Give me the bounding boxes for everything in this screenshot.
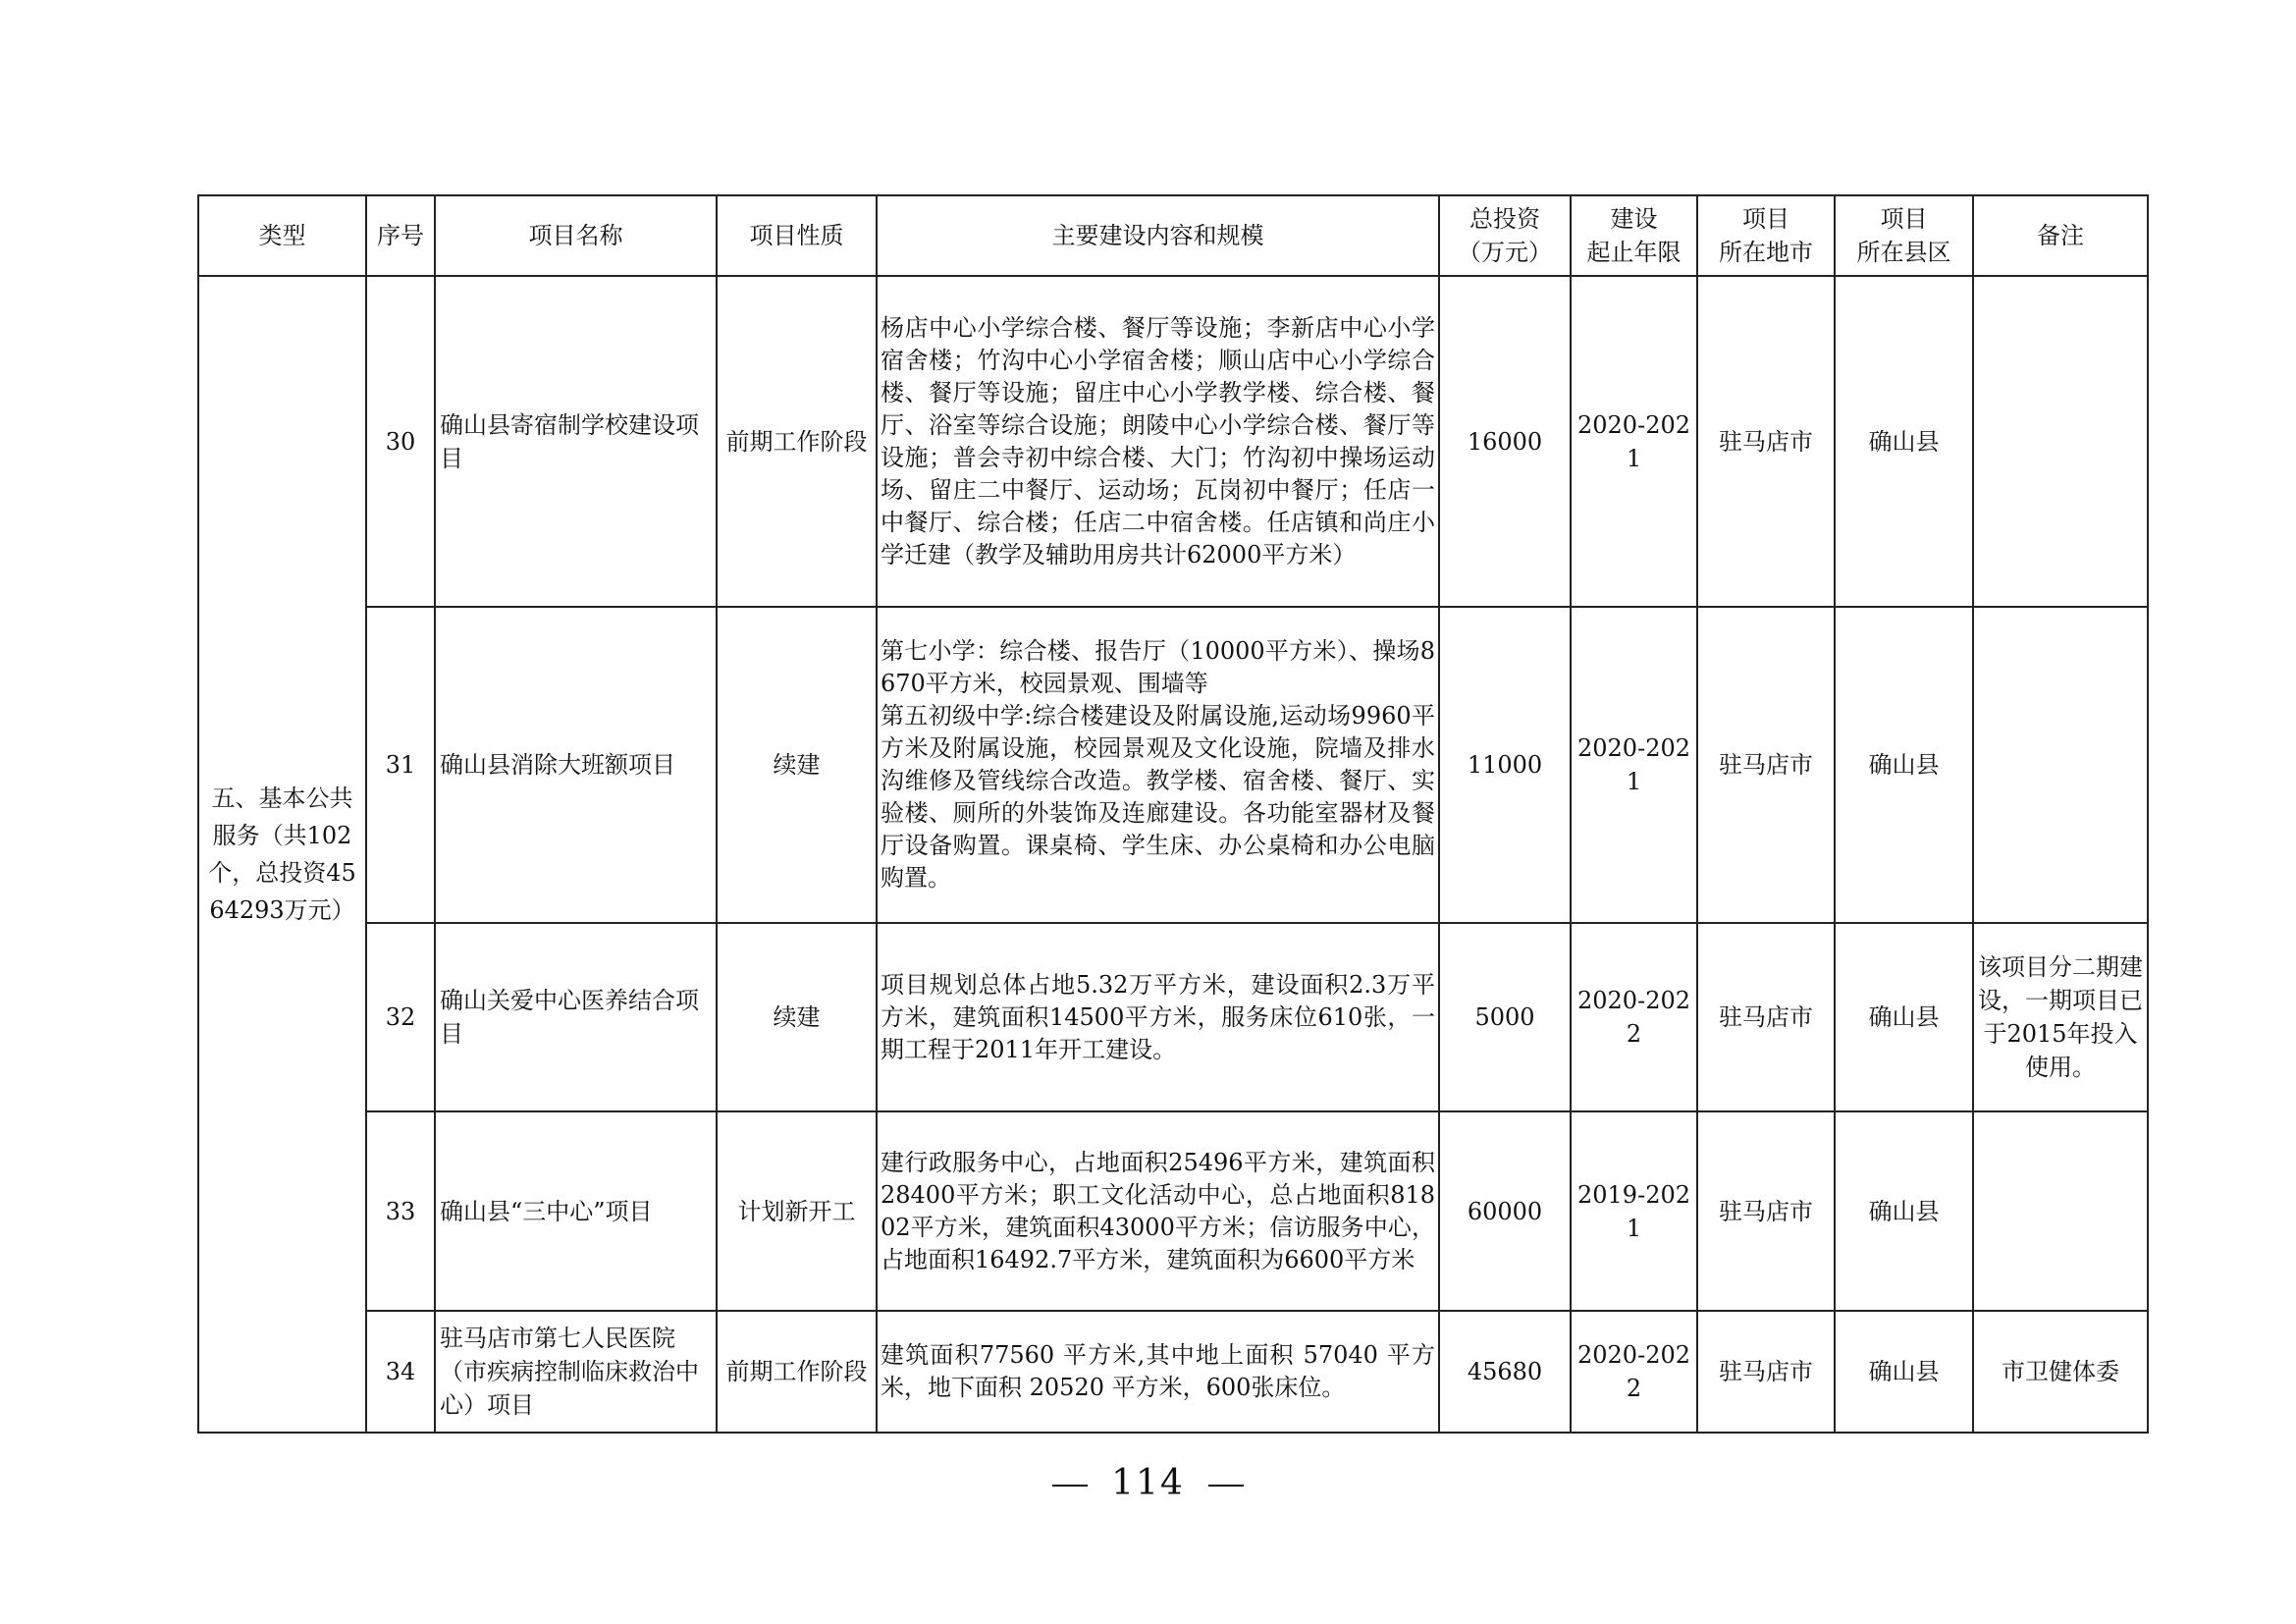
row-county: 确山县 [1835, 607, 1973, 923]
table-row [198, 607, 2148, 923]
row-nature: 续建 [717, 607, 877, 923]
row-content: 建筑面积77560 平方米,其中地上面积 57040 平方米，地下面积 20520 平方米，600张床位。 [877, 1311, 1439, 1433]
row-period: 2020-2022 [1571, 923, 1697, 1111]
row-seq: 34 [366, 1311, 435, 1433]
row-period: 2019-2021 [1571, 1111, 1697, 1311]
row-period: 2020-2021 [1571, 276, 1697, 607]
row-content: 建行政服务中心，占地面积25496平方米，建筑面积28400平方米；职工文化活动中心，总占地面积81802平方米，建筑面积43000平方米；信访服务中心，占地面积16492.7平方米，建筑面积为6600平方米 [877, 1111, 1439, 1311]
row-seq: 33 [366, 1111, 435, 1311]
row-name: 确山县“三中心”项目 [435, 1111, 717, 1311]
header-seq: 序号 [366, 195, 435, 276]
row-remarks [1973, 607, 2148, 923]
header-name: 项目名称 [435, 195, 717, 276]
header-city-line1: 项目 [1742, 205, 1789, 233]
header-remarks: 备注 [1973, 195, 2148, 276]
row-city: 驻马店市 [1697, 607, 1835, 923]
header-period-line2: 起止年限 [1586, 239, 1682, 266]
footer-dash-left [1052, 1485, 1088, 1487]
header-investment-line2: （万元） [1458, 239, 1552, 266]
row-remarks: 该项目分二期建设，一期项目已于2015年投入使用。 [1973, 923, 2148, 1111]
table-row [198, 1111, 2148, 1311]
row-seq: 32 [366, 923, 435, 1111]
row-seq: 31 [366, 607, 435, 923]
header-investment [1439, 195, 1571, 276]
header-county-line2: 所在县区 [1856, 239, 1951, 266]
footer-dash-right [1208, 1485, 1244, 1487]
row-investment: 5000 [1439, 923, 1571, 1111]
header-period [1571, 195, 1697, 276]
row-period: 2020-2021 [1571, 607, 1697, 923]
row-county: 确山县 [1835, 276, 1973, 607]
table-row [198, 1311, 2148, 1433]
row-name: 驻马店市第七人民医院（市疾病控制临床救治中心）项目 [435, 1311, 717, 1433]
row-nature: 计划新开工 [717, 1111, 877, 1311]
page-number: 114 [1111, 1463, 1185, 1503]
table-row [198, 923, 2148, 1111]
header-city-line2: 所在地市 [1719, 239, 1813, 266]
row-investment: 45680 [1439, 1311, 1571, 1433]
header-investment-line1: 总投资 [1469, 205, 1540, 233]
row-content: 第七小学：综合楼、报告厅（10000平方米）、操场8670平方米，校园景观、围墙等 第五初级中学:综合楼建设及附属设施,运动场9960平方米及附属设施，校园景观及文化设施，院墙及排水沟维修及管线综合改造。教学楼、宿舍楼、餐厅、实验楼、厕所的外装饰及连廊建设。各功能室器材及餐厅设备购置。课桌椅、学生床、办公桌椅和办公电脑购置。 [877, 607, 1439, 923]
project-table [197, 194, 2149, 1434]
row-nature: 前期工作阶段 [717, 1311, 877, 1433]
page-footer [0, 1463, 2296, 1503]
header-county [1835, 195, 1973, 276]
row-name: 确山县消除大班额项目 [435, 607, 717, 923]
row-period: 2020-2022 [1571, 1311, 1697, 1433]
header-county-line1: 项目 [1880, 205, 1928, 233]
row-nature: 续建 [717, 923, 877, 1111]
row-investment: 11000 [1439, 607, 1571, 923]
row-county: 确山县 [1835, 1111, 1973, 1311]
row-city: 驻马店市 [1697, 923, 1835, 1111]
row-county: 确山县 [1835, 923, 1973, 1111]
category-cell: 五、基本公共服务（共102个，总投资4564293万元） [198, 276, 366, 1433]
row-seq: 30 [366, 276, 435, 607]
row-remarks: 市卫健体委 [1973, 1311, 2148, 1433]
header-period-line1: 建设 [1610, 205, 1658, 233]
table-row [198, 276, 2148, 607]
row-name: 确山县寄宿制学校建设项目 [435, 276, 717, 607]
row-city: 驻马店市 [1697, 1111, 1835, 1311]
header-city [1697, 195, 1835, 276]
row-county: 确山县 [1835, 1311, 1973, 1433]
row-remarks [1973, 1111, 2148, 1311]
row-investment: 60000 [1439, 1111, 1571, 1311]
row-name: 确山关爱中心医养结合项目 [435, 923, 717, 1111]
header-nature: 项目性质 [717, 195, 877, 276]
header-row [198, 195, 2148, 276]
row-nature: 前期工作阶段 [717, 276, 877, 607]
header-type: 类型 [198, 195, 366, 276]
row-investment: 16000 [1439, 276, 1571, 607]
header-content: 主要建设内容和规模 [877, 195, 1439, 276]
row-city: 驻马店市 [1697, 276, 1835, 607]
row-city: 驻马店市 [1697, 1311, 1835, 1433]
row-content: 杨店中心小学综合楼、餐厅等设施；李新店中心小学宿舍楼；竹沟中心小学宿舍楼；顺山店中心小学综合楼、餐厅等设施；留庄中心小学教学楼、综合楼、餐厅、浴室等综合设施；朗陵中心小学综合楼、餐厅等设施；普会寺初中综合楼、大门；竹沟初中操场运动场、留庄二中餐厅、运动场；瓦岗初中餐厅；任店一中餐厅、综合楼；任店二中宿舍楼。任店镇和尚庄小学迁建（教学及辅助用房共计62000平方米） [877, 276, 1439, 607]
row-remarks [1973, 276, 2148, 607]
row-content: 项目规划总体占地5.32万平方米，建设面积2.3万平方米，建筑面积14500平方米，服务床位610张，一期工程于2011年开工建设。 [877, 923, 1439, 1111]
